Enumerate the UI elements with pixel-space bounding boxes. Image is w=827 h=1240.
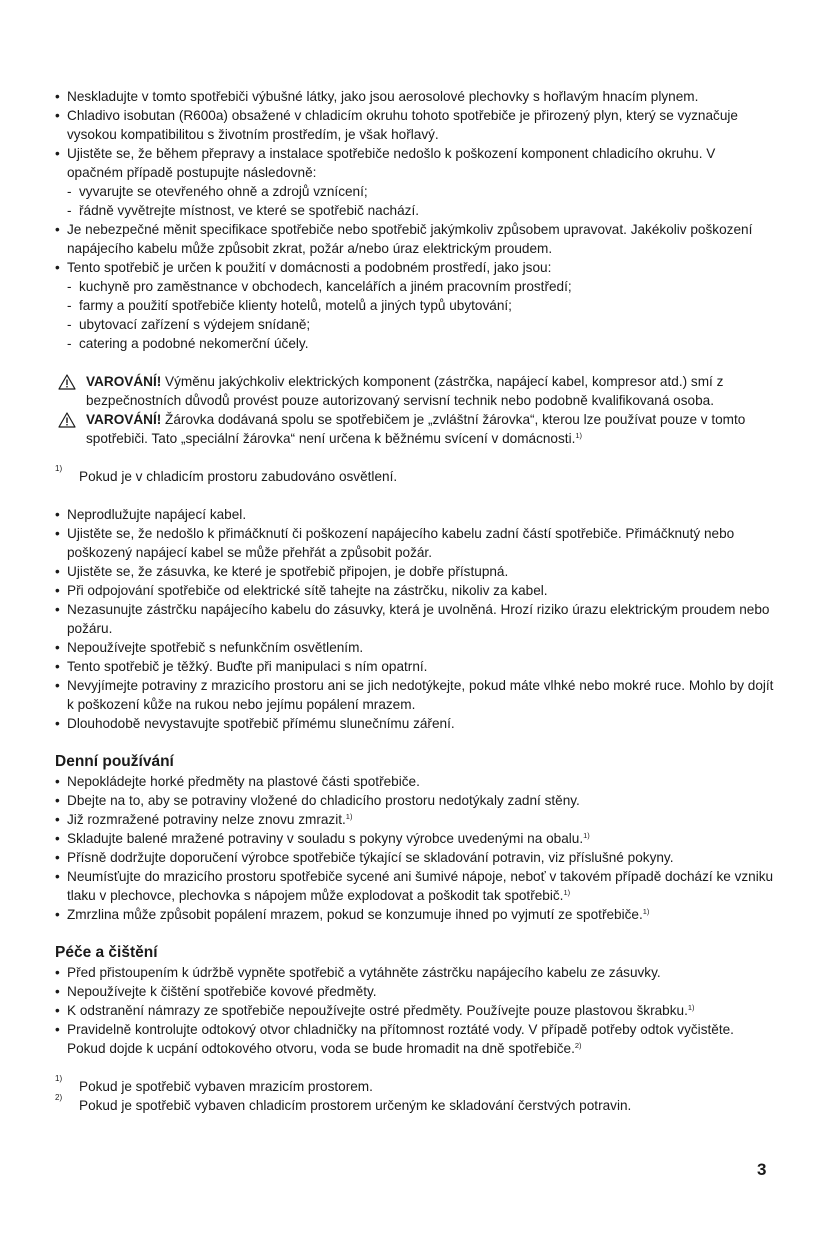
list-item: • Je nebezpečné měnit specifikace spotřebiče nebo spotřebič jakýmkoliv způsobem upravovat. Jakékoliv poškození napájecího kabelu může způsobit zkrat, požár a/nebo úraz elektrickým proudem.: [55, 220, 775, 258]
footnote-mark: 2): [55, 1093, 63, 1102]
warning-label: VAROVÁNÍ!: [86, 412, 162, 427]
list-item: • Pravidelně kontrolujte odtokový otvor chladničky na přítomnost roztáté vody. V případě potřeby odtok vyčistěte. Pokud dojde k ucpání odtokového otvoru, voda se bude hromadit na dně spotřebiče.$^{2)}$: [55, 1020, 775, 1058]
list-item: • Přísně dodržujte doporučení výrobce spotřebiče týkající se skladování potravin, viz příslušné pokyny.: [55, 848, 775, 867]
list-item: • Nepoužívejte spotřebič s nefunkčním osvětlením.: [55, 638, 775, 657]
footnote-mark: 1): [55, 464, 63, 473]
list-item: • Nezasunujte zástrčku napájecího kabelu do zásuvky, která je uvolněná. Hrozí riziko úrazu elektrickým proudem nebo požáru.: [55, 600, 775, 638]
list-item: • Již rozmražené potraviny nelze znovu zmrazit.$^{1)}$: [55, 810, 775, 829]
footnote: [55, 464, 775, 486]
list-item: • Ujistěte se, že nedošlo k přimáčknutí či poškození napájecího kabelu zadní částí spotřebiče. Přimáčknutý nebo poškozený napájecí kabel se může přehřát a způsobit požár.: [55, 524, 775, 562]
safety-list-2: [55, 505, 775, 733]
page-content: [55, 87, 775, 1115]
list-item: • K odstranění námrazy ze spotřebiče nepoužívejte ostré předměty. Používejte pouze plastovou škrabku.$^{1)}$: [55, 1001, 775, 1020]
sub-list-item: - catering a podobné nekomerční účely.: [67, 334, 775, 353]
list-item: • Při odpojování spotřebiče od elektrické sítě tahejte na zástrčku, nikoliv za kabel.: [55, 581, 775, 600]
list-item: • Zmrzlina může způsobit popálení mrazem, pokud se konzumuje ihned po vyjmutí ze spotřebiče.$^{1)}$: [55, 905, 775, 924]
list-item: • Nepokládejte horké předměty na plastové části spotřebiče.: [55, 772, 775, 791]
safety-list: [55, 87, 775, 353]
list-item: • Tento spotřebič je těžký. Buďte při manipulaci s ním opatrní.: [55, 657, 775, 676]
warning-triangle-icon: [58, 412, 76, 428]
page-number: 3: [757, 1160, 767, 1179]
footnote: [55, 1074, 775, 1096]
footnote: [55, 1093, 775, 1115]
list-item: • Dbejte na to, aby se potraviny vložené do chladicího prostoru nedotýkaly zadní stěny.: [55, 791, 775, 810]
footnote-text: Pokud je spotřebič vybaven mrazicím prostorem.: [79, 1079, 373, 1094]
sub-list-item: - kuchyně pro zaměstnance v obchodech, kancelářích a jiném pracovním prostředí;: [67, 277, 775, 296]
list-item: • Neprodlužujte napájecí kabel.: [55, 505, 775, 524]
care-list: [55, 963, 775, 1058]
list-item: • Neumísťujte do mrazicího prostoru spotřebiče sycené ani šumivé nápoje, neboť v takovém případě dochází ke vzniku tlaku v plechovce, plechovka s nápojem může explodovat a poškodit tak spotřebič.$^{1)}$: [55, 867, 775, 905]
list-item: • Tento spotřebič je určen k použití v domácnosti a podobném prostředí, jako jsou: - kuchyně pro zaměstnance v obchodech, kancelářích a jiném pracovním prostředí; - farmy a použití spotřebiče klienty hotelů, motelů a jiných typů ubytování; - ubytovací zařízení s výdejem snídaně; - catering a podobné nekomerční účely.: [55, 258, 775, 353]
list-item: • Ujistěte se, že zásuvka, ke které je spotřebič připojen, je dobře přístupná.: [55, 562, 775, 581]
sub-list-item: - řádně vyvětrejte místnost, ve které se spotřebič nachází.: [67, 201, 775, 220]
list-item: • Skladujte balené mražené potraviny v souladu s pokyny výrobce uvedenými na obalu.$^{1)}$: [55, 829, 775, 848]
sub-list: [67, 182, 775, 220]
daily-use-list: [55, 772, 775, 924]
sub-list: [67, 277, 775, 353]
sub-list-item: - farmy a použití spotřebiče klienty hotelů, motelů a jiných typů ubytování;: [67, 296, 775, 315]
warning-label: VAROVÁNÍ!: [86, 374, 162, 389]
list-item: • Nevyjímejte potraviny z mrazicího prostoru ani se jich nedotýkejte, pokud máte vlhké nebo mokré ruce. Mohlo by dojít k poškození kůže na rukou nebo jejímu popálení mrazem.: [55, 676, 775, 714]
warning-text: Výměnu jakýchkoliv elektrických komponent (zástrčka, napájecí kabel, kompresor atd.) smí z bezpečnostních důvodů provést pouze autorizovaný servisní technik nebo podobně kvalifikovaná osoba.: [86, 374, 724, 408]
section-heading-daily-use: Denní používání: [55, 753, 174, 770]
footnote-text: Pokud je spotřebič vybaven chladicím prostorem určeným ke skladování čerstvých potravin.: [79, 1098, 632, 1113]
warning-triangle-icon: [58, 374, 76, 390]
warning-block: [55, 410, 775, 448]
list-item: • Neskladujte v tomto spotřebiči výbušné látky, jako jsou aerosolové plechovky s hořlavým hnacím plynem.: [55, 87, 775, 106]
list-item: • Nepoužívejte k čištění spotřebiče kovové předměty.: [55, 982, 775, 1001]
warning-block: [55, 372, 775, 410]
sub-list-item: - vyvarujte se otevřeného ohně a zdrojů vznícení;: [67, 182, 775, 201]
warning-text: Žárovka dodávaná spolu se spotřebičem je „zvláštní žárovka“, kterou lze používat pouze v tomto spotřebiči. Tato „speciální žárovka“ není určena k běžnému svícení v domácnosti.: [86, 412, 746, 446]
footnote-mark: 1): [55, 1074, 63, 1083]
sub-list-item: - ubytovací zařízení s výdejem snídaně;: [67, 315, 775, 334]
list-item: • Ujistěte se, že během přepravy a instalace spotřebiče nedošlo k poškození komponent chladicího okruhu. V opačném případě postupujte následovně: - vyvarujte se otevřeného ohně a zdrojů vznícení; - řádně vyvětrejte místnost, ve které se spotřebič nachází.: [55, 144, 775, 220]
footnote-ref: 1): [575, 431, 583, 440]
section-heading-care: Péče a čištění: [55, 944, 158, 961]
list-item: • Dlouhodobě nevystavujte spotřebič přímému slunečnímu záření.: [55, 714, 775, 733]
list-item: • Chladivo isobutan (R600a) obsažené v chladicím okruhu tohoto spotřebiče je přirozený plyn, který se vyznačuje vysokou kompatibilitou s životním prostředím, je však hořlavý.: [55, 106, 775, 144]
footnote-text: Pokud je v chladicím prostoru zabudováno osvětlení.: [79, 469, 398, 484]
list-item: • Před přistoupením k údržbě vypněte spotřebič a vytáhněte zástrčku napájecího kabelu ze zásuvky.: [55, 963, 775, 982]
